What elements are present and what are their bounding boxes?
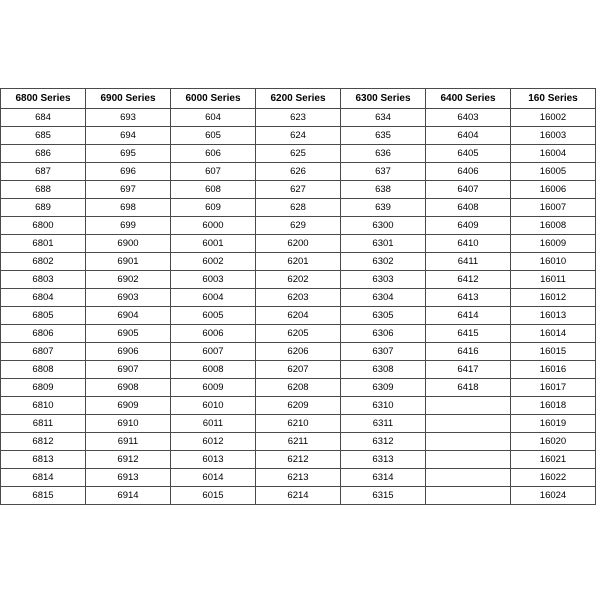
table-cell: 6208 <box>256 379 341 397</box>
table-cell: 6008 <box>171 361 256 379</box>
table-row <box>1 127 596 145</box>
table-cell: 16022 <box>511 469 596 487</box>
table-cell: 16008 <box>511 217 596 235</box>
table-cell: 6010 <box>171 397 256 415</box>
table-cell: 6405 <box>426 145 511 163</box>
table-cell: 16016 <box>511 361 596 379</box>
table-cell: 688 <box>1 181 86 199</box>
table-cell: 6813 <box>1 451 86 469</box>
table-cell: 639 <box>341 199 426 217</box>
column-header: 160 Series <box>511 89 596 109</box>
table-cell: 699 <box>86 217 171 235</box>
table-cell: 6304 <box>341 289 426 307</box>
table-cell: 6803 <box>1 271 86 289</box>
table-cell: 6312 <box>341 433 426 451</box>
table-cell: 6302 <box>341 253 426 271</box>
table-header <box>1 89 596 109</box>
table-cell: 6210 <box>256 415 341 433</box>
table-cell <box>426 397 511 415</box>
table-row <box>1 217 596 235</box>
table-cell: 634 <box>341 109 426 127</box>
table-cell: 6416 <box>426 343 511 361</box>
table-cell: 685 <box>1 127 86 145</box>
table-cell: 609 <box>171 199 256 217</box>
table-cell: 6314 <box>341 469 426 487</box>
table-cell: 606 <box>171 145 256 163</box>
table-cell: 6906 <box>86 343 171 361</box>
table-cell: 6004 <box>171 289 256 307</box>
table-cell: 6015 <box>171 487 256 505</box>
table-cell: 6910 <box>86 415 171 433</box>
table-cell <box>426 487 511 505</box>
table-cell: 6000 <box>171 217 256 235</box>
table-cell: 16010 <box>511 253 596 271</box>
table-cell: 693 <box>86 109 171 127</box>
table-row <box>1 487 596 505</box>
table-cell: 6903 <box>86 289 171 307</box>
table-cell: 6913 <box>86 469 171 487</box>
table-cell: 6006 <box>171 325 256 343</box>
table-cell: 6309 <box>341 379 426 397</box>
table-cell: 16020 <box>511 433 596 451</box>
bearing-series-table-container <box>0 88 596 505</box>
table-cell: 605 <box>171 127 256 145</box>
table-row <box>1 415 596 433</box>
table-cell: 6805 <box>1 307 86 325</box>
table-cell: 6007 <box>171 343 256 361</box>
table-cell: 6202 <box>256 271 341 289</box>
table-cell: 6310 <box>341 397 426 415</box>
table-cell: 6308 <box>341 361 426 379</box>
table-cell: 6206 <box>256 343 341 361</box>
table-cell: 686 <box>1 145 86 163</box>
table-row <box>1 343 596 361</box>
table-cell: 6013 <box>171 451 256 469</box>
table-row <box>1 181 596 199</box>
table-cell: 604 <box>171 109 256 127</box>
table-cell: 6801 <box>1 235 86 253</box>
table-cell: 16005 <box>511 163 596 181</box>
table-cell: 6406 <box>426 163 511 181</box>
table-cell <box>426 469 511 487</box>
table-cell: 6905 <box>86 325 171 343</box>
table-cell: 16007 <box>511 199 596 217</box>
table-cell: 6804 <box>1 289 86 307</box>
table-row <box>1 109 596 127</box>
table-cell: 6414 <box>426 307 511 325</box>
table-cell: 6212 <box>256 451 341 469</box>
table-cell: 6800 <box>1 217 86 235</box>
header-row <box>1 89 596 109</box>
table-cell: 6009 <box>171 379 256 397</box>
table-cell: 6418 <box>426 379 511 397</box>
table-cell: 6014 <box>171 469 256 487</box>
table-cell: 6811 <box>1 415 86 433</box>
table-cell: 6301 <box>341 235 426 253</box>
column-header: 6400 Series <box>426 89 511 109</box>
table-cell: 16003 <box>511 127 596 145</box>
table-cell: 6802 <box>1 253 86 271</box>
table-cell: 689 <box>1 199 86 217</box>
table-cell: 6012 <box>171 433 256 451</box>
table-cell: 6205 <box>256 325 341 343</box>
table-cell: 6914 <box>86 487 171 505</box>
table-cell: 16015 <box>511 343 596 361</box>
table-cell: 6300 <box>341 217 426 235</box>
column-header: 6200 Series <box>256 89 341 109</box>
table-row <box>1 379 596 397</box>
table-cell: 6410 <box>426 235 511 253</box>
table-row <box>1 361 596 379</box>
column-header: 6300 Series <box>341 89 426 109</box>
table-cell: 684 <box>1 109 86 127</box>
table-cell: 6214 <box>256 487 341 505</box>
table-cell: 696 <box>86 163 171 181</box>
table-row <box>1 145 596 163</box>
table-cell: 6901 <box>86 253 171 271</box>
table-cell: 6409 <box>426 217 511 235</box>
table-cell: 6203 <box>256 289 341 307</box>
table-cell: 16002 <box>511 109 596 127</box>
table-cell: 16012 <box>511 289 596 307</box>
table-cell: 16024 <box>511 487 596 505</box>
table-cell: 6417 <box>426 361 511 379</box>
table-row <box>1 325 596 343</box>
table-row <box>1 397 596 415</box>
table-cell: 16021 <box>511 451 596 469</box>
table-cell: 636 <box>341 145 426 163</box>
table-cell: 6307 <box>341 343 426 361</box>
table-row <box>1 451 596 469</box>
table-cell: 6815 <box>1 487 86 505</box>
table-cell: 6313 <box>341 451 426 469</box>
column-header: 6800 Series <box>1 89 86 109</box>
table-cell: 6404 <box>426 127 511 145</box>
table-row <box>1 307 596 325</box>
table-cell: 6408 <box>426 199 511 217</box>
column-header: 6000 Series <box>171 89 256 109</box>
table-cell: 6306 <box>341 325 426 343</box>
table-cell: 6315 <box>341 487 426 505</box>
table-cell: 6200 <box>256 235 341 253</box>
table-cell: 6809 <box>1 379 86 397</box>
table-cell: 6907 <box>86 361 171 379</box>
table-cell: 6902 <box>86 271 171 289</box>
table-cell: 635 <box>341 127 426 145</box>
table-cell: 6209 <box>256 397 341 415</box>
table-cell: 698 <box>86 199 171 217</box>
table-cell: 607 <box>171 163 256 181</box>
table-cell: 6810 <box>1 397 86 415</box>
table-cell: 6812 <box>1 433 86 451</box>
table-cell: 6808 <box>1 361 86 379</box>
table-cell: 624 <box>256 127 341 145</box>
table-cell: 16018 <box>511 397 596 415</box>
table-cell: 694 <box>86 127 171 145</box>
table-cell: 6909 <box>86 397 171 415</box>
table-cell: 6403 <box>426 109 511 127</box>
table-cell: 6912 <box>86 451 171 469</box>
table-cell: 697 <box>86 181 171 199</box>
table-cell: 6201 <box>256 253 341 271</box>
table-cell: 6814 <box>1 469 86 487</box>
table-row <box>1 163 596 181</box>
table-cell: 637 <box>341 163 426 181</box>
table-cell: 628 <box>256 199 341 217</box>
table-cell: 608 <box>171 181 256 199</box>
table-cell: 6207 <box>256 361 341 379</box>
table-cell <box>426 415 511 433</box>
table-cell: 6005 <box>171 307 256 325</box>
bearing-series-table <box>0 88 596 505</box>
table-row <box>1 199 596 217</box>
table-cell <box>426 433 511 451</box>
table-cell: 6311 <box>341 415 426 433</box>
table-cell: 16017 <box>511 379 596 397</box>
table-cell: 6303 <box>341 271 426 289</box>
table-row <box>1 433 596 451</box>
table-body <box>1 109 596 505</box>
table-cell: 625 <box>256 145 341 163</box>
table-cell: 16019 <box>511 415 596 433</box>
table-cell: 6911 <box>86 433 171 451</box>
table-row <box>1 289 596 307</box>
table-cell: 6011 <box>171 415 256 433</box>
table-cell: 629 <box>256 217 341 235</box>
table-cell: 6413 <box>426 289 511 307</box>
table-row <box>1 469 596 487</box>
table-cell <box>426 451 511 469</box>
table-cell: 695 <box>86 145 171 163</box>
table-cell: 6204 <box>256 307 341 325</box>
table-cell: 16013 <box>511 307 596 325</box>
table-cell: 6904 <box>86 307 171 325</box>
table-cell: 6002 <box>171 253 256 271</box>
table-cell: 6211 <box>256 433 341 451</box>
table-cell: 16004 <box>511 145 596 163</box>
table-cell: 6407 <box>426 181 511 199</box>
table-cell: 6213 <box>256 469 341 487</box>
table-cell: 6415 <box>426 325 511 343</box>
table-cell: 6807 <box>1 343 86 361</box>
table-cell: 623 <box>256 109 341 127</box>
table-cell: 638 <box>341 181 426 199</box>
table-row <box>1 271 596 289</box>
table-cell: 6305 <box>341 307 426 325</box>
table-row <box>1 235 596 253</box>
table-cell: 16014 <box>511 325 596 343</box>
table-cell: 16006 <box>511 181 596 199</box>
table-cell: 6003 <box>171 271 256 289</box>
table-cell: 16011 <box>511 271 596 289</box>
table-cell: 687 <box>1 163 86 181</box>
table-cell: 6806 <box>1 325 86 343</box>
column-header: 6900 Series <box>86 89 171 109</box>
table-row <box>1 253 596 271</box>
table-cell: 6001 <box>171 235 256 253</box>
table-cell: 6908 <box>86 379 171 397</box>
table-cell: 6412 <box>426 271 511 289</box>
table-cell: 6900 <box>86 235 171 253</box>
table-cell: 626 <box>256 163 341 181</box>
table-cell: 16009 <box>511 235 596 253</box>
table-cell: 627 <box>256 181 341 199</box>
table-cell: 6411 <box>426 253 511 271</box>
